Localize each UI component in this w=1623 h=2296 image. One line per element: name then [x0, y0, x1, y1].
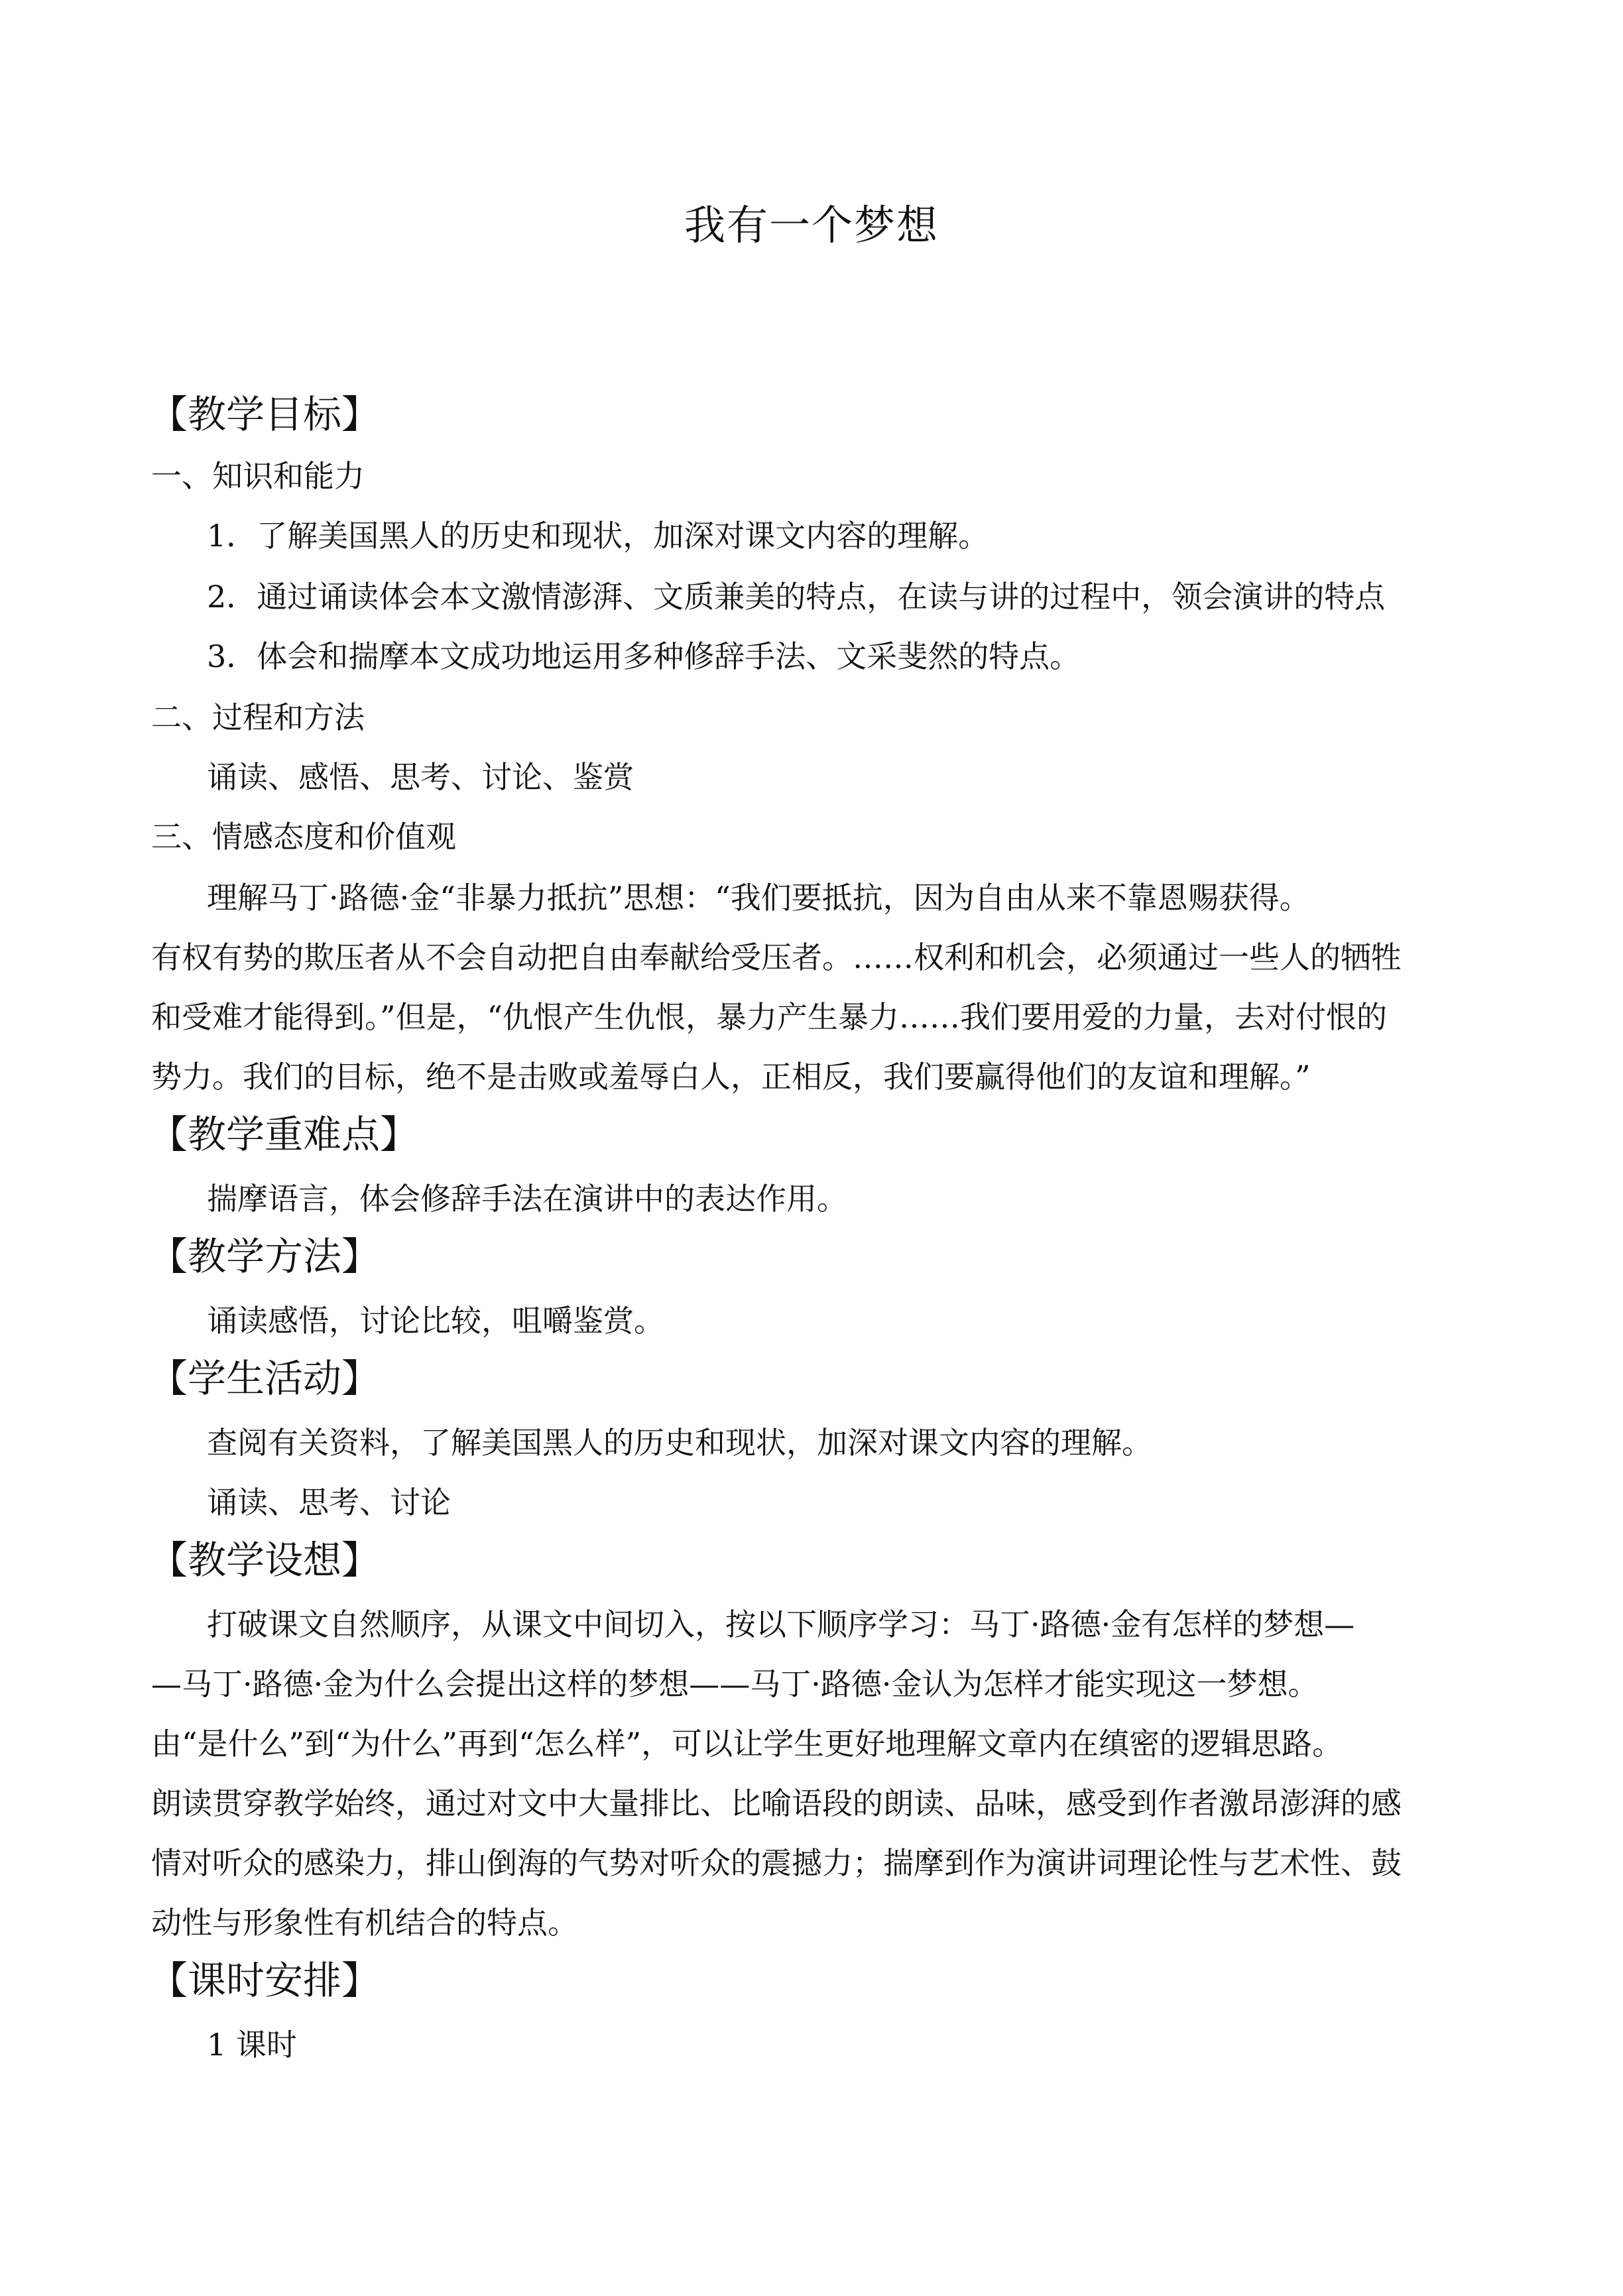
goal-item-3: 3．体会和揣摩本文成功地运用多种修辞手法、文采斐然的特点。	[207, 638, 1081, 674]
values-paragraph-line: 势力。我们的目标，绝不是击败或羞辱白人，正相反，我们要赢得他们的友谊和理解。”	[151, 1059, 1311, 1095]
activities-line: 诵读、思考、讨论	[207, 1484, 451, 1520]
process-method-text: 诵读、感悟、思考、讨论、鉴赏	[207, 759, 634, 795]
activities-line: 查阅有关资料，了解美国黑人的历史和现状，加深对课文内容的理解。	[207, 1425, 1152, 1461]
document-title: 我有一个梦想	[684, 201, 939, 249]
subheading-process-method: 二、过程和方法	[151, 699, 365, 735]
heading-key-points: 【教学重难点】	[149, 1112, 419, 1157]
design-paragraph-line: 朗读贯穿教学始终，通过对文中大量排比、比喻语段的朗读、品味，感受到作者激昂澎湃的感	[151, 1785, 1402, 1821]
design-paragraph-line: 打破课文自然顺序，从课文中间切入，按以下顺序学习：马丁·路德·金有怎样的梦想—	[207, 1606, 1355, 1642]
goal-item-2: 2．通过诵读体会本文激情澎湃、文质兼美的特点，在读与讲的过程中，领会演讲的特点	[207, 579, 1386, 615]
subheading-knowledge-ability: 一、知识和能力	[151, 458, 365, 494]
heading-class-schedule: 【课时安排】	[149, 1958, 381, 2003]
design-paragraph-line: 动性与形象性有机结合的特点。	[151, 1905, 578, 1941]
values-paragraph-line: 有权有势的欺压者从不会自动把自由奉献给受压者。……权利和机会，必须通过一些人的牺牲	[151, 939, 1402, 975]
values-paragraph-line: 理解马丁·路德·金“非暴力抵抗”思想：“我们要抵抗，因为自由从来不靠恩赐获得。	[207, 880, 1310, 916]
goal-item-1: 1．了解美国黑人的历史和现状，加深对课文内容的理解。	[207, 518, 989, 554]
heading-teaching-goals: 【教学目标】	[149, 392, 381, 437]
heading-teaching-methods: 【教学方法】	[149, 1234, 381, 1279]
design-paragraph-line: 由“是什么”到“为什么”再到“怎么样”，可以让学生更好地理解文章内在缜密的逻辑思路。	[151, 1726, 1343, 1762]
design-paragraph-line: 情对听众的感染力，排山倒海的气势对听众的震撼力；揣摩到作为演讲词理论性与艺术性、鼓	[151, 1845, 1402, 1881]
key-points-text: 揣摩语言，体会修辞手法在演讲中的表达作用。	[207, 1181, 847, 1217]
schedule-text: 1 课时	[207, 2027, 297, 2063]
subheading-emotion-values: 三、情感态度和价值观	[151, 819, 456, 855]
methods-text: 诵读感悟，讨论比较，咀嚼鉴赏。	[207, 1303, 664, 1339]
design-paragraph-line: —马丁·路德·金为什么会提出这样的梦想——马丁·路德·金认为怎样才能实现这一梦想。	[151, 1666, 1319, 1702]
heading-teaching-design: 【教学设想】	[149, 1538, 381, 1583]
heading-student-activities: 【学生活动】	[149, 1356, 381, 1401]
values-paragraph-line: 和受难才能得到。”但是，“仇恨产生仇恨，暴力产生暴力……我们要用爱的力量，去对付恨的	[151, 999, 1388, 1035]
